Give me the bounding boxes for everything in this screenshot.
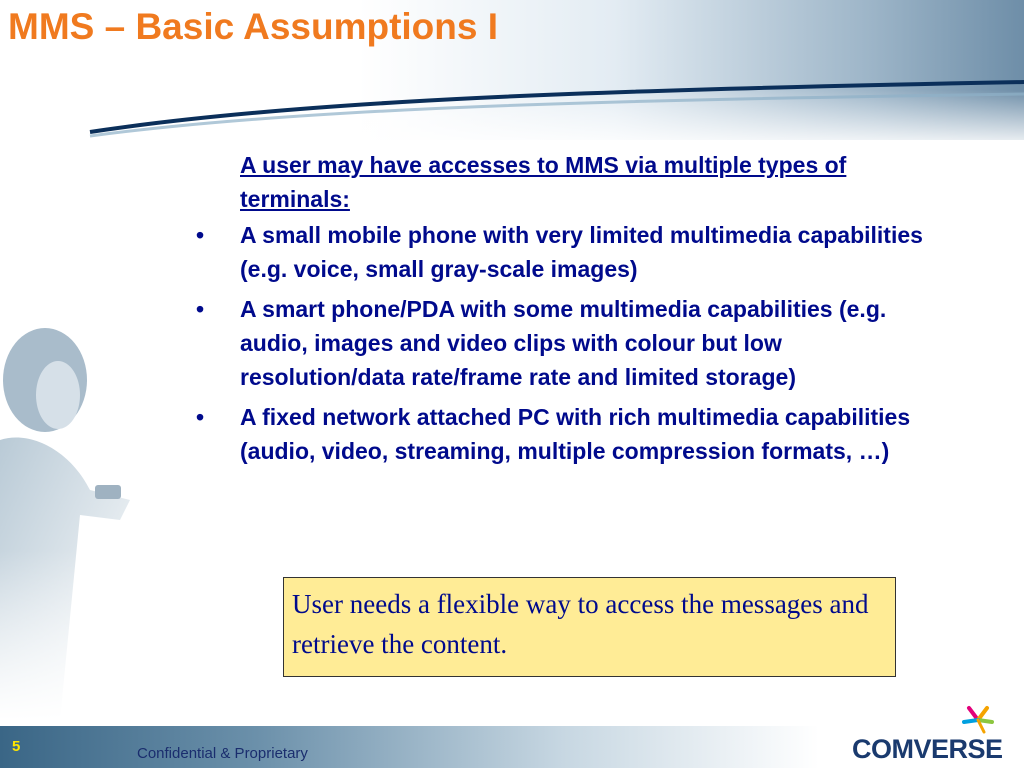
confidential-label: Confidential & Proprietary xyxy=(137,745,308,762)
bullet-text: A fixed network attached PC with rich multimedia capabilities (audio, video, streaming, multiple compression formats, …) xyxy=(240,404,911,464)
bullet-dot: • xyxy=(196,296,205,322)
intro-text: A user may have accesses to MMS via multiple types of terminals: xyxy=(240,152,847,212)
comverse-logo-text: COMVERSE xyxy=(852,734,1003,764)
slide-title: MMS – Basic Assumptions I xyxy=(8,6,499,47)
bullet-text: A smart phone/PDA with some multimedia capabilities (e.g. audio, images and video clips with colour but low resolution/data rate/frame rate and limited storage) xyxy=(240,296,887,390)
page-number: 5 xyxy=(12,738,21,755)
list-item xyxy=(190,292,950,394)
slide-body xyxy=(190,148,950,474)
bullet-text: A small mobile phone with very limited multimedia capabilities (e.g. voice, small gray-scale images) xyxy=(240,222,923,282)
list-item xyxy=(190,400,950,468)
header-swoosh xyxy=(0,60,1024,150)
bullet-dot: • xyxy=(196,222,205,248)
woman-with-phone-image xyxy=(0,300,200,720)
list-item xyxy=(190,218,950,286)
bullet-list xyxy=(190,218,950,468)
callout-box: User needs a flexible way to access the messages and retrieve the content. xyxy=(283,577,896,677)
bullet-dot: • xyxy=(196,404,205,430)
